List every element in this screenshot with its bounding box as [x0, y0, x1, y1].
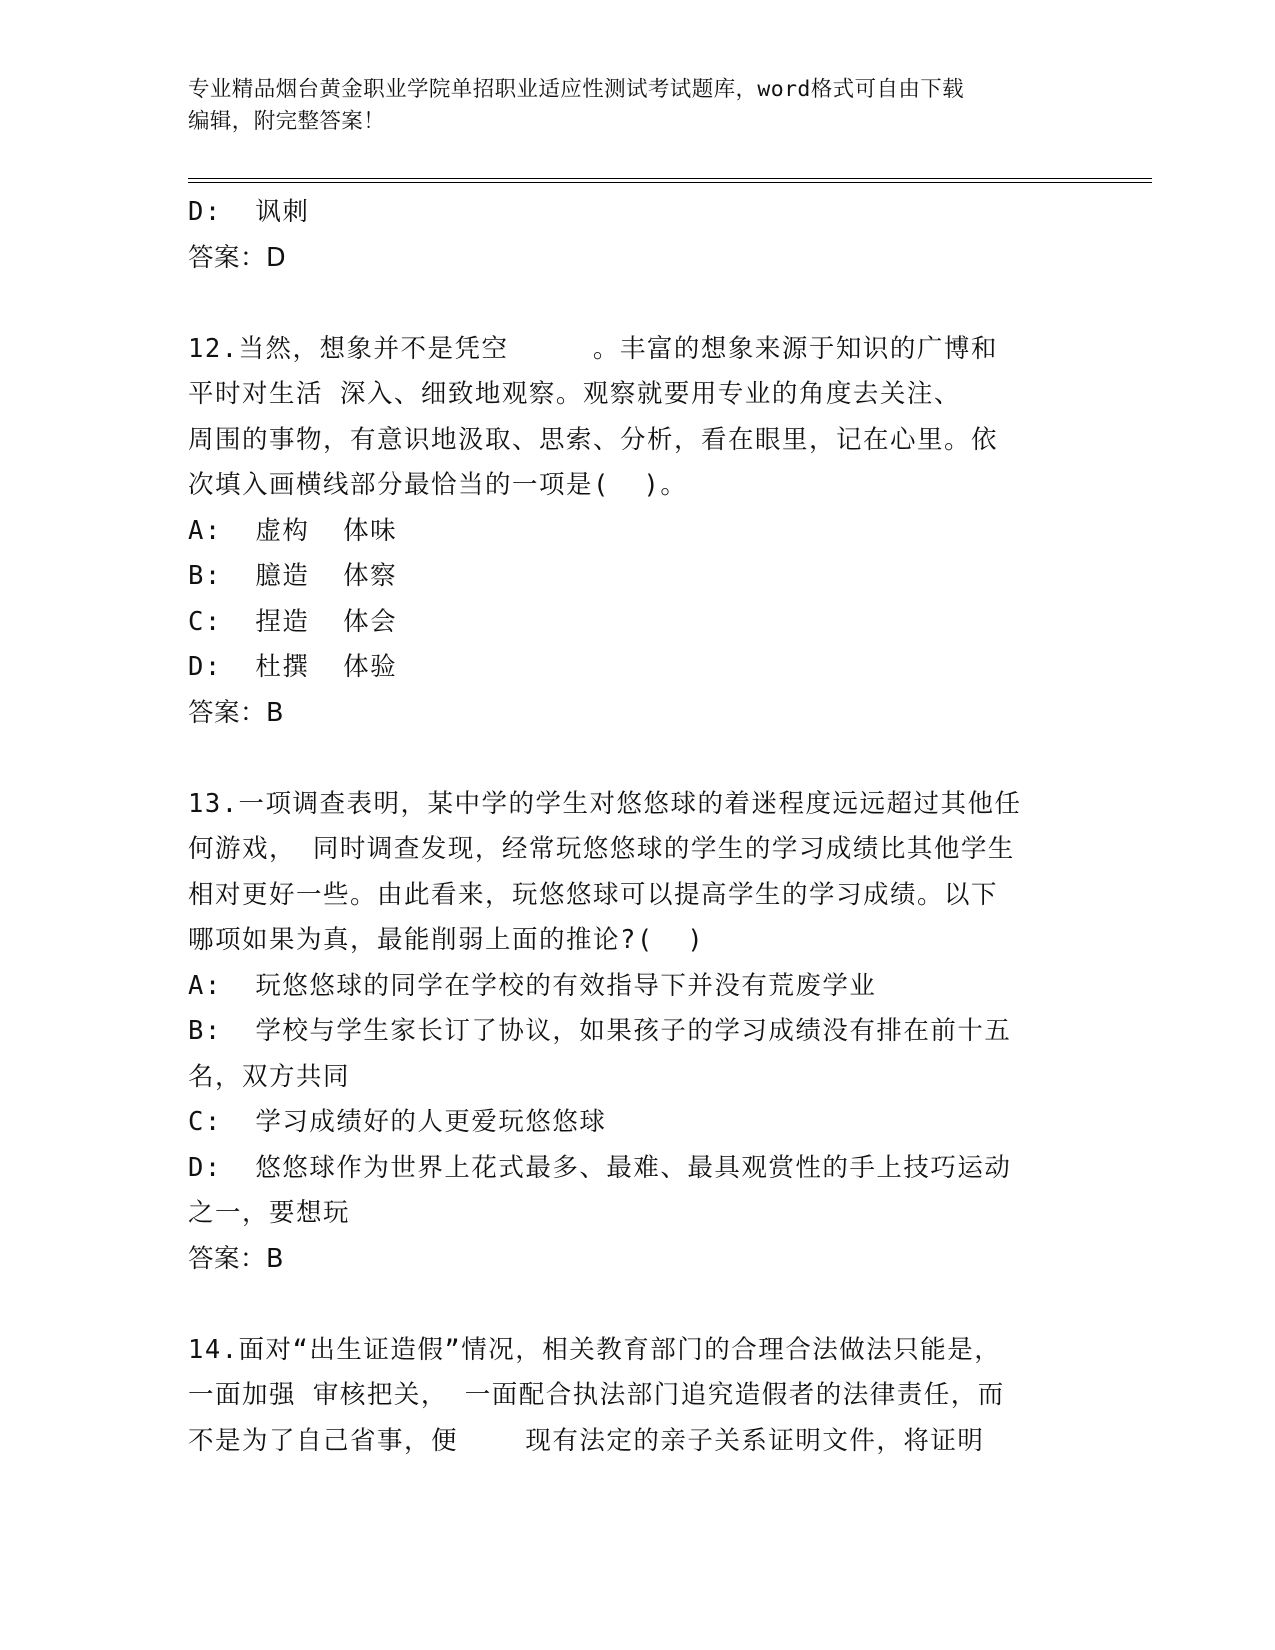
spacer	[188, 281, 1068, 327]
q13-option-c: C: 学习成绩好的人更爱玩悠悠球	[188, 1107, 607, 1137]
q14-stem-line: 14.面对“出生证造假”情况，相关教育部门的合理合法做法只能是，	[188, 1334, 1002, 1365]
q13-answer: 答案：B	[188, 1243, 284, 1274]
q13-option-b-cont: 名，双方共同	[188, 1061, 351, 1092]
spacer	[188, 1282, 1068, 1328]
q12-stem-line: 平时对生活 深入、细致地观察。观察就要用专业的角度去关注、	[188, 379, 961, 409]
q14-stem-line: 一面加强 审核把关， 一面配合执法部门追究造假者的法律责任，而	[188, 1380, 1005, 1410]
header-line-1: 专业精品烟台黄金职业学院单招职业适应性测试考试题库，word格式可自由下载	[188, 77, 965, 102]
q11-option-d: D: 讽刺	[188, 197, 310, 227]
header-line-2: 编辑，附完整答案！	[188, 109, 386, 134]
q13-stem-line: 何游戏， 同时调查发现，经常玩悠悠球的学生的学习成绩比其他学生	[188, 834, 1015, 864]
q13-stem-line: 相对更好一些。由此看来，玩悠悠球可以提高学生的学习成绩。以下	[188, 879, 999, 910]
q13-option-d-cont: 之一，要想玩	[188, 1198, 351, 1228]
q13-stem-line: 13.一项调查表明，某中学的学生对悠悠球的着迷程度远远超过其他任	[188, 788, 1022, 819]
q14-stem-line: 不是为了自己省事，便 现有法定的亲子关系证明文件，将证明	[188, 1425, 985, 1456]
q12-stem-line: 12.当然，想象并不是凭空 。丰富的想象来源于知识的广博和	[188, 333, 998, 364]
page-header	[188, 74, 1088, 138]
q13-option-a: A: 玩悠悠球的同学在学校的有效指导下并没有荒废学业	[188, 970, 877, 1001]
header-rule-top	[188, 178, 1152, 179]
q13-stem-line: 哪项如果为真，最能削弱上面的推论?( )	[188, 925, 705, 955]
q12-option-d: D: 杜撰 体验	[188, 652, 398, 682]
header-rule-bottom	[188, 182, 1152, 183]
question-14	[188, 1328, 1068, 1465]
q12-stem-line: 次填入画横线部分最恰当的一项是( )。	[188, 470, 688, 500]
q12-option-c: C: 捏造 体会	[188, 606, 398, 637]
q13-option-b: B: 学校与学生家长订了协议，如果孩子的学习成绩没有排在前十五	[188, 1016, 1012, 1046]
spacer	[188, 736, 1068, 782]
question-13	[188, 782, 1068, 1283]
q12-stem-line: 周围的事物，有意识地汲取、思索、分析，看在眼里，记在心里。依	[188, 424, 999, 455]
q12-option-b: B: 臆造 体察	[188, 561, 398, 591]
q12-answer: 答案：B	[188, 697, 284, 728]
q11-answer: 答案：D	[188, 242, 287, 273]
q13-option-d: D: 悠悠球作为世界上花式最多、最难、最具观赏性的手上技巧运动	[188, 1152, 1012, 1183]
q12-option-a: A: 虚构 体味	[188, 515, 398, 546]
question-content	[188, 190, 1068, 1464]
question-12	[188, 327, 1068, 737]
